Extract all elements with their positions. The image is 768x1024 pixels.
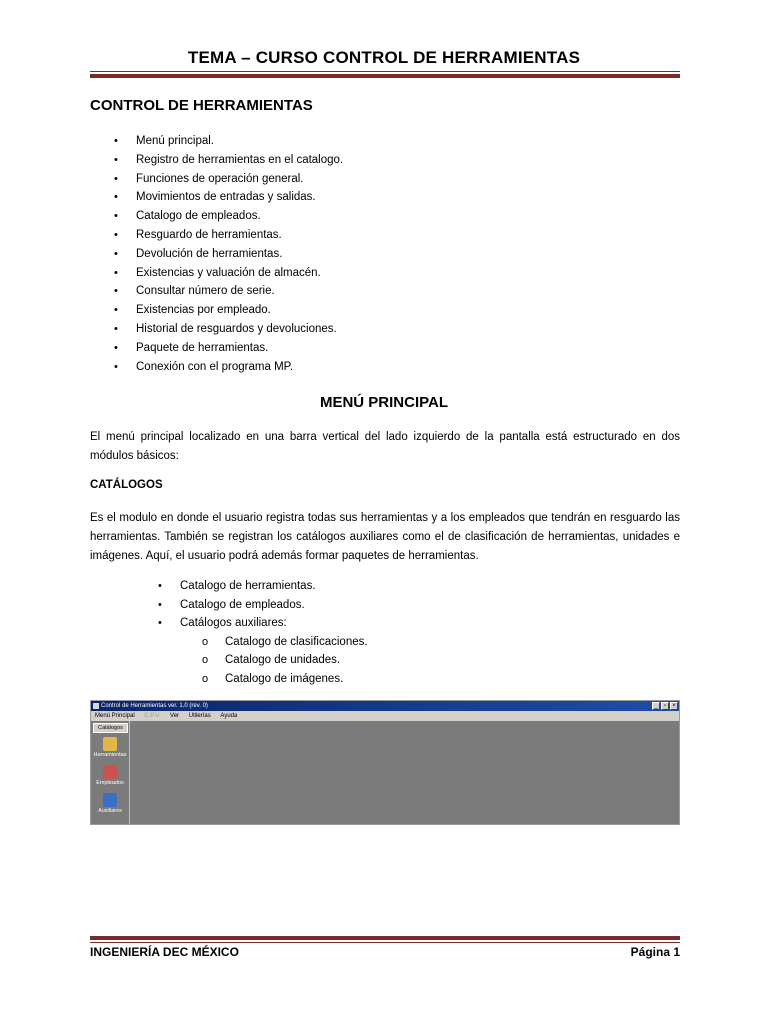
- sidebar-item-label: Auxiliares: [98, 808, 122, 814]
- window-title: Control de Herramientas ver. 1.0 (rev. 0): [101, 703, 208, 709]
- list-item-text: Resguardo de herramientas.: [136, 228, 282, 241]
- bullet-icon: •: [158, 617, 162, 629]
- window-menubar: [91, 711, 679, 721]
- footer-company: INGENIERÍA DEC MÉXICO: [90, 945, 239, 959]
- window-controls: [652, 702, 678, 710]
- circle-bullet-icon: o: [202, 654, 209, 666]
- list-item: [90, 207, 343, 226]
- catalogos-paragraph: Es el modulo en donde el usuario registra todas sus herramientas y a los empleados que tendrán en resguardo las herramientas. También se registran los catálogos auxiliares como el de clasificación de herramientas, unidades e imágenes. Aquí, el usuario podrá además formar paquetes de herramientas.: [90, 512, 680, 562]
- menu-item-utilerias[interactable]: Utilerías: [188, 713, 211, 719]
- list-item-text: Devolución de herramientas.: [136, 247, 283, 260]
- list-item-text: Existencias por empleado.: [136, 304, 271, 317]
- list-item: [90, 320, 343, 339]
- list-item: [90, 264, 343, 283]
- list-item: [90, 188, 343, 207]
- footer-page-number: Página 1: [630, 945, 680, 959]
- toc-list: [90, 132, 343, 376]
- bullet-icon: •: [114, 153, 118, 166]
- list-item-text: Catalogo de empleados.: [180, 598, 305, 611]
- bullet-icon: •: [158, 598, 162, 611]
- list-item-text: Registro de herramientas en el catalogo.: [136, 153, 344, 166]
- list-item: [90, 651, 368, 670]
- circle-bullet-icon: o: [202, 635, 209, 648]
- menu-item-ver[interactable]: Ver: [170, 713, 180, 719]
- menu-item-ayuda[interactable]: Ayuda: [220, 713, 238, 719]
- close-icon[interactable]: ×: [670, 702, 678, 710]
- list-item-text: Menú principal.: [136, 135, 214, 147]
- list-item: [90, 132, 343, 151]
- bullet-icon: •: [114, 210, 118, 223]
- menu-item-cpv[interactable]: C.P.V.: [144, 713, 161, 719]
- list-item-text: Catalogo de imágenes.: [225, 672, 344, 685]
- list-item: [90, 670, 368, 689]
- list-item-text: Historial de resguardos y devoluciones.: [136, 322, 337, 335]
- window-titlebar: [91, 701, 679, 711]
- sidebar-item-label: Herramientas: [93, 752, 127, 758]
- list-item-text: Catalogo de unidades.: [225, 654, 341, 666]
- menu-item-menu-principal[interactable]: Menú Principal: [95, 713, 135, 719]
- list-item-text: Funciones de operación general.: [136, 172, 304, 185]
- list-item: [90, 245, 343, 264]
- list-item: [90, 633, 368, 652]
- auxiliary-icon: [103, 793, 117, 807]
- window-workspace: [130, 721, 679, 824]
- bullet-icon: •: [114, 135, 118, 147]
- sidebar-item-herramientas[interactable]: [93, 737, 127, 758]
- tools-icon: [103, 737, 117, 751]
- maximize-icon[interactable]: ▫: [661, 702, 669, 710]
- catalogos-list: [90, 577, 368, 688]
- list-item-text: Existencias y valuación de almacén.: [136, 266, 321, 279]
- bullet-icon: •: [158, 580, 162, 592]
- menu-principal-title: MENÚ PRINCIPAL: [319, 394, 449, 411]
- sidebar-item-label: Empleados: [96, 780, 124, 786]
- list-item: [90, 170, 343, 189]
- sidebar-item-auxiliares[interactable]: [93, 793, 127, 814]
- footer-rule: [90, 936, 680, 943]
- bullet-icon: •: [114, 322, 118, 335]
- list-item-text: Catálogos auxiliares:: [180, 617, 287, 629]
- page-header-title: TEMA – CURSO CONTROL DE HERRAMIENTAS: [187, 48, 581, 67]
- bullet-icon: •: [114, 266, 118, 279]
- bullet-icon: •: [114, 172, 118, 185]
- bullet-icon: •: [114, 247, 118, 260]
- employees-icon: [103, 765, 117, 779]
- list-item: [90, 282, 343, 301]
- list-item: [90, 151, 343, 170]
- app-window-screenshot: [90, 700, 680, 825]
- bullet-icon: •: [114, 285, 118, 298]
- list-item: [90, 358, 343, 377]
- list-item-text: Conexión con el programa MP.: [136, 360, 294, 373]
- app-icon: [93, 703, 99, 709]
- list-item-text: Catalogo de empleados.: [136, 210, 261, 223]
- header-rule: [90, 71, 680, 78]
- list-item-text: Catalogo de herramientas.: [180, 580, 316, 592]
- list-item-text: Catalogo de clasificaciones.: [225, 635, 368, 648]
- bullet-icon: •: [114, 191, 118, 204]
- list-item-text: Paquete de herramientas.: [136, 341, 269, 354]
- list-item: [90, 226, 343, 245]
- list-item-text: Consultar número de serie.: [136, 285, 275, 298]
- bullet-icon: •: [114, 341, 118, 354]
- minimize-icon[interactable]: _: [652, 702, 660, 710]
- section-title: CONTROL DE HERRAMIENTAS: [90, 97, 313, 114]
- bullet-icon: •: [114, 360, 118, 373]
- list-item: [90, 614, 368, 633]
- sidebar-item-empleados[interactable]: [93, 765, 127, 786]
- list-item: [90, 596, 368, 615]
- window-sidebar: [91, 721, 130, 824]
- catalogos-title: CATÁLOGOS: [90, 479, 163, 491]
- list-item: [90, 577, 368, 596]
- tab-catalogos[interactable]: Catálogos: [93, 723, 128, 733]
- menu-principal-intro: El menú principal localizado en una barra vertical del lado izquierdo de la pantalla está estructurado en dos módulos básicos:: [90, 431, 680, 462]
- bullet-icon: •: [114, 228, 118, 241]
- list-item: [90, 301, 343, 320]
- circle-bullet-icon: o: [202, 672, 209, 685]
- list-item-text: Movimientos de entradas y salidas.: [136, 191, 316, 204]
- list-item: [90, 339, 343, 358]
- bullet-icon: •: [114, 304, 118, 317]
